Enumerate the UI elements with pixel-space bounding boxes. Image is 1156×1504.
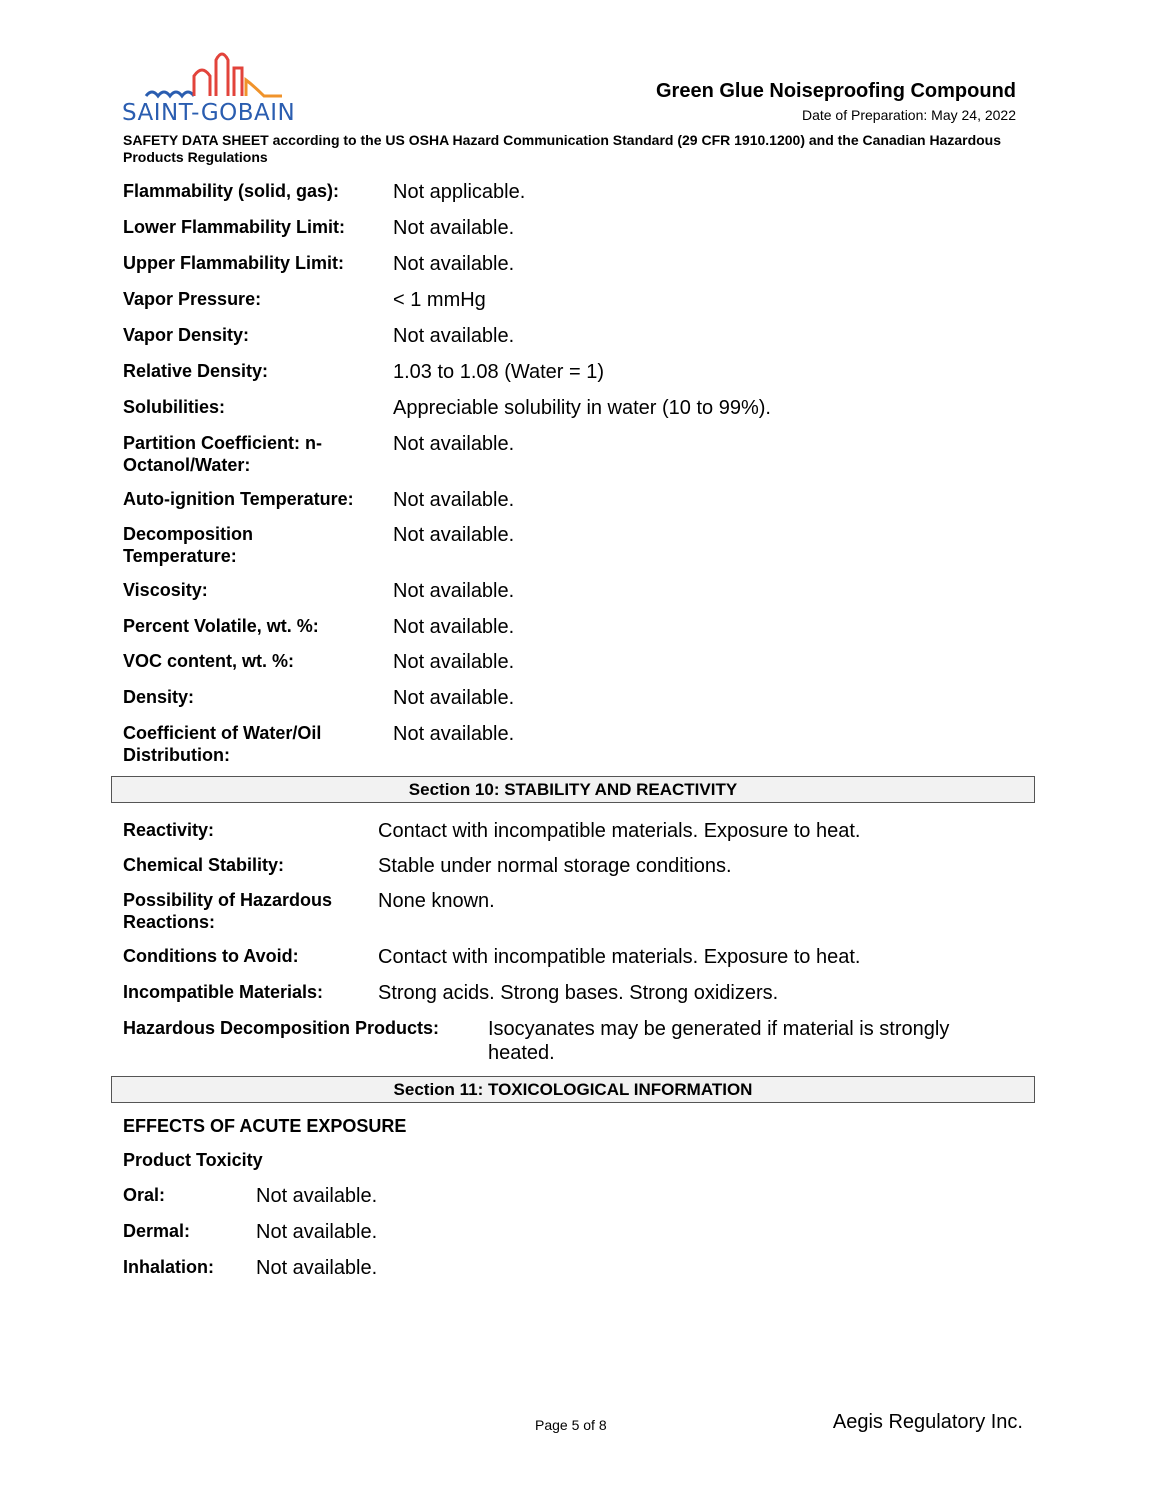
property-label-line2: Temperature: (123, 546, 237, 566)
property-value: Not available. (393, 651, 515, 673)
property-label-line2: Octanol/Water: (123, 455, 251, 475)
property-label: Viscosity: (123, 580, 208, 600)
property-value: Not available. (393, 489, 515, 511)
property-value: Not available. (393, 687, 515, 709)
stability-label: Hazardous Decomposition Products: (123, 1018, 440, 1038)
property-label: Vapor Pressure: (123, 289, 262, 309)
stability-label: Reactivity: (123, 820, 215, 840)
sds-regulation-statement: SAFETY DATA SHEET according to the US OSHA Hazard Communication Standard (29 CFR 1910.1200) and the Canadian Hazardous Products Regulations (123, 132, 1002, 165)
stability-value (488, 1017, 949, 1065)
city-skyline-logo-icon (142, 46, 302, 102)
section-11-header: Section 11: TOXICOLOGICAL INFORMATION (111, 1076, 1035, 1103)
stability-label-line1: Possibility of Hazardous (123, 890, 333, 910)
section-10-header: Section 10: STABILITY AND REACTIVITY (111, 776, 1035, 803)
property-label: Percent Volatile, wt. %: (123, 616, 319, 636)
property-label-line2: Distribution: (123, 745, 230, 765)
stability-label: Incompatible Materials: (123, 982, 324, 1002)
property-label (123, 432, 322, 476)
stability-value-line1: Isocyanates may be generated if material is strongly (488, 1018, 950, 1040)
stability-value: Strong acids. Strong bases. Strong oxidizers. (378, 982, 779, 1004)
property-value: Appreciable solubility in water (10 to 99%). (393, 397, 771, 419)
stability-value-line2: heated. (488, 1042, 555, 1064)
property-label: Solubilities: (123, 397, 226, 417)
property-value: Not available. (393, 580, 515, 602)
property-label: Lower Flammability Limit: (123, 217, 346, 237)
property-value: < 1 mmHg (393, 289, 486, 311)
preparation-date: Date of Preparation: May 24, 2022 (801, 107, 1016, 123)
property-label: Vapor Density: (123, 325, 250, 345)
property-value: Not available. (393, 616, 515, 638)
saint-gobain-logo (120, 46, 320, 130)
property-value: 1.03 to 1.08 (Water = 1) (393, 361, 605, 383)
property-value: Not available. (393, 217, 515, 239)
stability-label-line2: Reactions: (123, 912, 216, 932)
property-label-line1: Decomposition (123, 524, 254, 544)
property-label (123, 722, 321, 766)
stability-label (123, 889, 332, 933)
logo-wordmark: SAINT-GOBAIN (122, 100, 296, 126)
toxicity-value: Not available. (256, 1257, 378, 1279)
toxicity-value: Not available. (256, 1185, 378, 1207)
property-label-line1: Partition Coefficient: n- (123, 433, 322, 453)
property-value: Not available. (393, 433, 515, 455)
stability-label: Conditions to Avoid: (123, 946, 299, 966)
property-value: Not available. (393, 723, 515, 745)
stability-value: Stable under normal storage conditions. (378, 855, 732, 877)
footer-company: Aegis Regulatory Inc. (832, 1411, 1023, 1433)
stability-value: None known. (378, 890, 495, 912)
property-value: Not available. (393, 524, 515, 546)
property-label: VOC content, wt. %: (123, 651, 294, 671)
property-value: Not available. (393, 325, 515, 347)
page-number: Page 5 of 8 (535, 1417, 607, 1433)
property-label-line1: Coefficient of Water/Oil (123, 723, 322, 743)
toxicity-label: Dermal: (123, 1221, 191, 1241)
property-label: Flammability (solid, gas): (123, 181, 340, 201)
property-value: Not applicable. (393, 181, 526, 203)
property-label: Relative Density: (123, 361, 269, 381)
stability-value: Contact with incompatible materials. Exposure to heat. (378, 820, 861, 842)
toxicity-label: Inhalation: (123, 1257, 214, 1277)
product-toxicity-heading: Product Toxicity (123, 1150, 263, 1170)
property-label: Upper Flammability Limit: (123, 253, 345, 273)
toxicity-value: Not available. (256, 1221, 378, 1243)
stability-label: Chemical Stability: (123, 855, 285, 875)
toxicity-label: Oral: (123, 1185, 166, 1205)
property-value: Not available. (393, 253, 515, 275)
property-label: Density: (123, 687, 195, 707)
property-label (123, 523, 253, 567)
stability-value: Contact with incompatible materials. Exposure to heat. (378, 946, 861, 968)
property-label: Auto-ignition Temperature: (123, 489, 354, 509)
acute-exposure-heading: EFFECTS OF ACUTE EXPOSURE (123, 1116, 407, 1136)
product-title: Green Glue Noiseproofing Compound (656, 80, 1016, 102)
